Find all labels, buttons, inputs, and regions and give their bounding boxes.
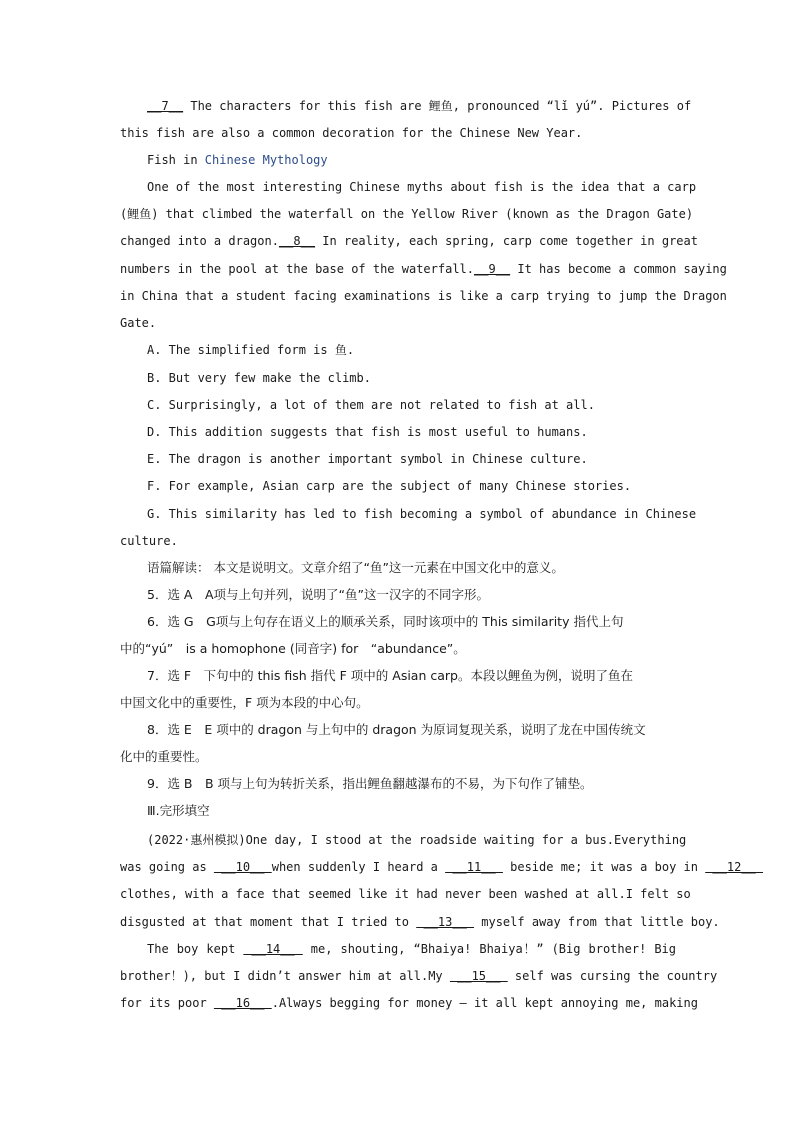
heading-text: Chinese xyxy=(204,153,256,167)
blank-15[interactable]: __15__ xyxy=(449,969,508,983)
analysis-intro: 语篇解读： 本文是说明文。文章介绍了“鱼”这一元素在中国文化中的意义。 xyxy=(147,560,564,575)
option-b: B. But very few make the climb. xyxy=(147,371,371,385)
heading-text: Fish in xyxy=(147,153,205,167)
answer-9: 9．选 B B 项与上句为转折关系，指出鲤鱼翻越瀑布的不易，为下句作了铺垫。 xyxy=(147,776,593,791)
blank-13[interactable]: __13__ xyxy=(416,915,475,929)
passage-line xyxy=(120,259,727,279)
blank-9[interactable]: __9__ xyxy=(474,262,511,276)
passage-line: Gate. xyxy=(120,316,157,330)
answer-8-continued: 化中的重要性。 xyxy=(120,749,208,764)
text-segment: In reality, each spring, carp come together in great xyxy=(315,234,698,248)
blank-11[interactable]: __11__ xyxy=(445,860,503,874)
cloze-line xyxy=(147,939,676,959)
passage-line xyxy=(147,96,692,116)
text-segment: The boy kept xyxy=(147,942,244,956)
passage-line: (鲤鱼) that climbed the waterfall on the Yellow River (known as the Dragon Gate) xyxy=(120,207,694,221)
blank-16[interactable]: __16__ xyxy=(213,996,272,1010)
option-d: D. This addition suggests that fish is most useful to humans. xyxy=(147,425,588,439)
cloze-line: (2022·惠州模拟)One day, I stood at the roadside waiting for a bus.Everything xyxy=(147,833,687,847)
blank-10[interactable]: __10__ xyxy=(213,860,272,874)
text-segment: beside me; it was a boy in xyxy=(502,860,706,874)
answer-7-continued: 中国文化中的重要性，F 项为本段的中心句。 xyxy=(120,695,369,710)
option-g-continued: culture. xyxy=(120,534,178,548)
cloze-line: clothes, with a face that seemed like it had never been washed at all.I felt so xyxy=(120,887,691,901)
text-segment: was going as xyxy=(120,860,214,874)
answer-8: 8．选 E E 项中的 dragon 与上句中的 dragon 为原词复现关系，说明了龙在中国传统文 xyxy=(147,722,646,737)
text-segment: numbers in the pool at the base of the waterfall. xyxy=(120,262,475,276)
cloze-line xyxy=(120,912,720,932)
option-c: C. Surprisingly, a lot of them are not related to fish at all. xyxy=(147,398,595,412)
heading-text xyxy=(255,153,262,167)
option-e: E. The dragon is another important symbol in Chinese culture. xyxy=(147,452,588,466)
text-segment: .Always begging for money — it all kept annoying me, making xyxy=(271,996,698,1010)
text-segment: changed into a dragon. xyxy=(120,234,279,248)
cloze-line xyxy=(120,966,718,986)
passage-line xyxy=(120,231,698,251)
answer-7: 7．选 F 下句中的 this fish 指代 F 项中的 Asian carp。本段以鲤鱼为例，说明了鱼在 xyxy=(147,668,633,683)
option-g: G. This similarity has led to fish becoming a symbol of abundance in Chinese xyxy=(147,507,697,521)
text-segment: brother！), but I didn’t answer him at all.My xyxy=(120,969,450,983)
section-title: Ⅲ.完形填空 xyxy=(147,803,210,818)
blank-7[interactable]: __7__ xyxy=(147,99,184,113)
text-segment: self was cursing the country xyxy=(507,969,718,983)
blank-14[interactable]: __14__ xyxy=(243,942,303,956)
cloze-line xyxy=(120,857,763,877)
passage-line: One of the most interesting Chinese myths about fish is the idea that a carp xyxy=(147,180,697,194)
text-segment: It has become a common saying xyxy=(510,262,727,276)
cloze-line xyxy=(120,993,698,1013)
text-segment: when suddenly I heard a xyxy=(271,860,446,874)
answer-6: 6．选 G G项与上句存在语义上的顺承关系，同时该项中的 This similarity 指代上句 xyxy=(147,614,624,629)
section-heading xyxy=(147,150,328,170)
option-f: F. For example, Asian carp are the subject of many Chinese stories. xyxy=(147,479,632,493)
text-segment: me, shouting, “Bhaiya! Bhaiya！” (Big brother! Big xyxy=(302,942,676,956)
heading-text: Mythology xyxy=(262,153,328,167)
passage-line: this fish are also a common decoration for the Chinese New Year. xyxy=(120,126,583,140)
blank-12[interactable]: __12__ xyxy=(705,860,763,874)
answer-6-continued: 中的“yú” is a homophone (同音字) for “abundance”。 xyxy=(120,641,466,656)
text-segment: The characters for this fish are 鲤鱼, pronounced “lǐ yú”. Pictures of xyxy=(183,99,692,113)
text-segment: for its poor xyxy=(120,996,214,1010)
passage-line: in China that a student facing examinations is like a carp trying to jump the Dragon xyxy=(120,289,727,303)
text-segment: myself away from that little boy. xyxy=(474,915,720,929)
blank-8[interactable]: __8__ xyxy=(278,234,316,248)
answer-5: 5．选 A A项与上句并列，说明了“鱼”这一汉字的不同字形。 xyxy=(147,587,489,602)
option-a: A. The simplified form is 鱼. xyxy=(147,343,355,357)
text-segment: disgusted at that moment that I tried to xyxy=(120,915,417,929)
